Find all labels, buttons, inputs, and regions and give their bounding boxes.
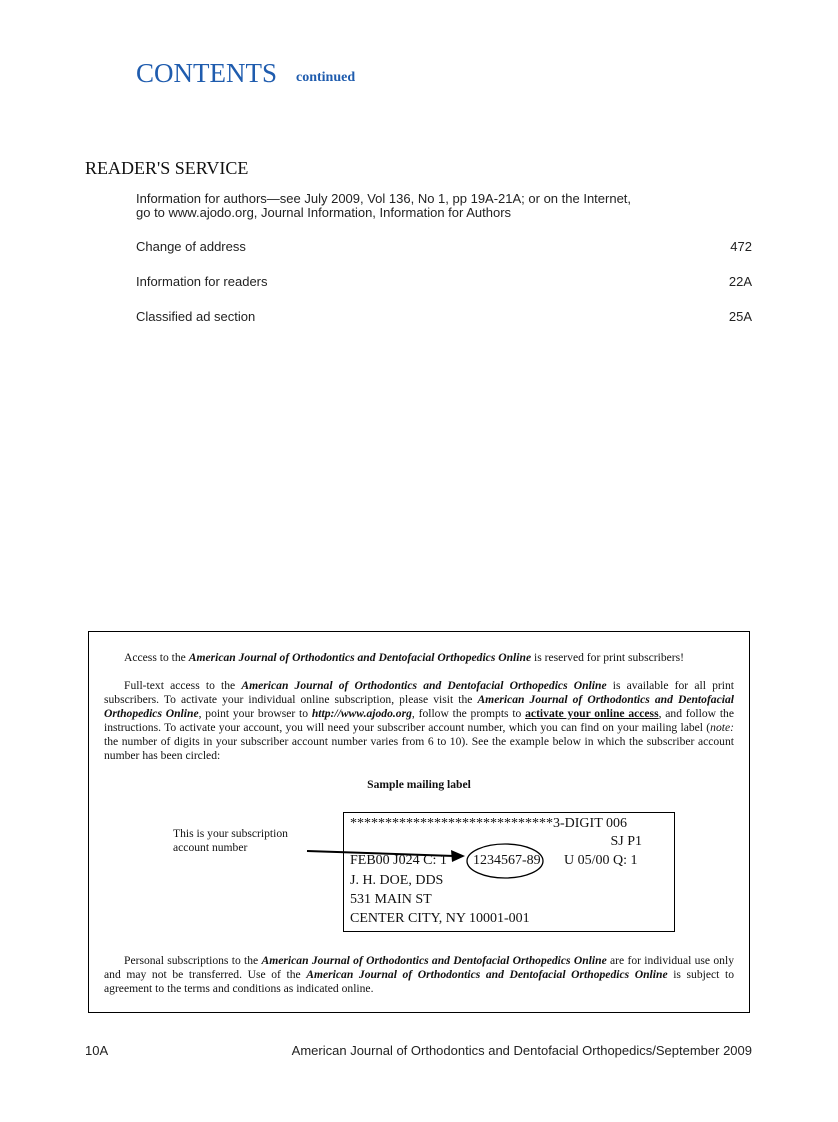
- activate-access-link[interactable]: activate your online access: [525, 707, 659, 720]
- text: is reserved for print subscribers!: [531, 651, 685, 664]
- page-title: CONTENTS: [136, 58, 277, 88]
- callout-line: account number: [173, 841, 248, 854]
- note-label: note:: [710, 721, 734, 734]
- toc-label: Information for readers: [136, 274, 268, 289]
- label-line: U 05/00 Q: 1: [564, 853, 638, 868]
- notice-terms: [104, 954, 734, 996]
- mailing-label: [343, 812, 675, 932]
- authors-info-line: go to www.ajodo.org, Journal Information, Information for Authors: [136, 205, 512, 220]
- text: Personal subscriptions to the: [124, 954, 262, 967]
- toc-page: 22A: [728, 274, 752, 289]
- journal-name: American Journal of Orthodontics and Dentofacial Orthopedics Online: [261, 954, 607, 967]
- text: are for individual use only and may not be transferred. Use of the: [104, 954, 734, 981]
- authors-info: [136, 192, 696, 220]
- text: , and follow the instructions. To activate your account, you will need your subscriber account number, which you can find on your mailing label (: [104, 707, 734, 734]
- text: Full-text access to the: [124, 679, 242, 692]
- authors-info-line: Information for authors—see July 2009, Vol 136, No 1, pp 19A-21A; or on the Internet,: [136, 191, 632, 206]
- label-line: *****************************3-DIGIT 006: [350, 816, 628, 831]
- label-line: FEB00 J024 C: 1: [350, 853, 447, 868]
- page-number: 10A: [85, 1043, 109, 1058]
- journal-name: American Journal of Orthodontics and Dentofacial Orthopedics Online: [306, 968, 668, 981]
- text: Access to the: [124, 651, 189, 664]
- website-link[interactable]: http://www.ajodo.org: [311, 707, 412, 720]
- page-footer: [85, 1043, 752, 1058]
- text: is available for all print subscribers. To activate your individual online subscription, please visit the: [104, 679, 734, 706]
- text: the number of digits in your subscriber account number varies from 6 to 10). See the example below in which the subscriber account number has been circled:: [104, 735, 734, 762]
- toc-row: [136, 274, 752, 289]
- online-access-notice: [88, 631, 750, 1013]
- text: , follow the prompts to: [411, 707, 526, 720]
- label-line: SJ P1: [610, 834, 642, 849]
- toc-row: [136, 239, 752, 254]
- toc-page: 472: [730, 239, 752, 254]
- journal-name: American Journal of Orthodontics and Dentofacial Orthopedics Online: [188, 651, 532, 664]
- account-number: 1234567-89: [473, 853, 541, 868]
- text: is subject to agreement to the terms and conditions as indicated online.: [104, 968, 734, 995]
- toc-label: Classified ad section: [136, 309, 256, 324]
- label-line: CENTER CITY, NY 10001-001: [350, 911, 530, 926]
- journal-footer: American Journal of Orthodontics and Dentofacial Orthopedics/September 2009: [291, 1043, 752, 1058]
- toc-label: Change of address: [136, 239, 246, 254]
- text: , point your browser to: [198, 707, 312, 720]
- section-heading: READER'S SERVICE: [85, 158, 249, 178]
- continued-label: continued: [296, 70, 356, 85]
- sample-label-title: Sample mailing label: [367, 778, 471, 791]
- callout-line: This is your subscription: [173, 827, 288, 840]
- toc-page: 25A: [728, 309, 752, 324]
- journal-name: American Journal of Orthodontics and Dentofacial Orthopedics Online: [241, 679, 607, 692]
- label-line: 531 MAIN ST: [350, 892, 432, 907]
- label-line: J. H. DOE, DDS: [350, 873, 444, 888]
- toc-row: [136, 309, 752, 324]
- journal-name: American Journal of Orthodontics and Dentofacial Orthopedics Online: [104, 693, 734, 720]
